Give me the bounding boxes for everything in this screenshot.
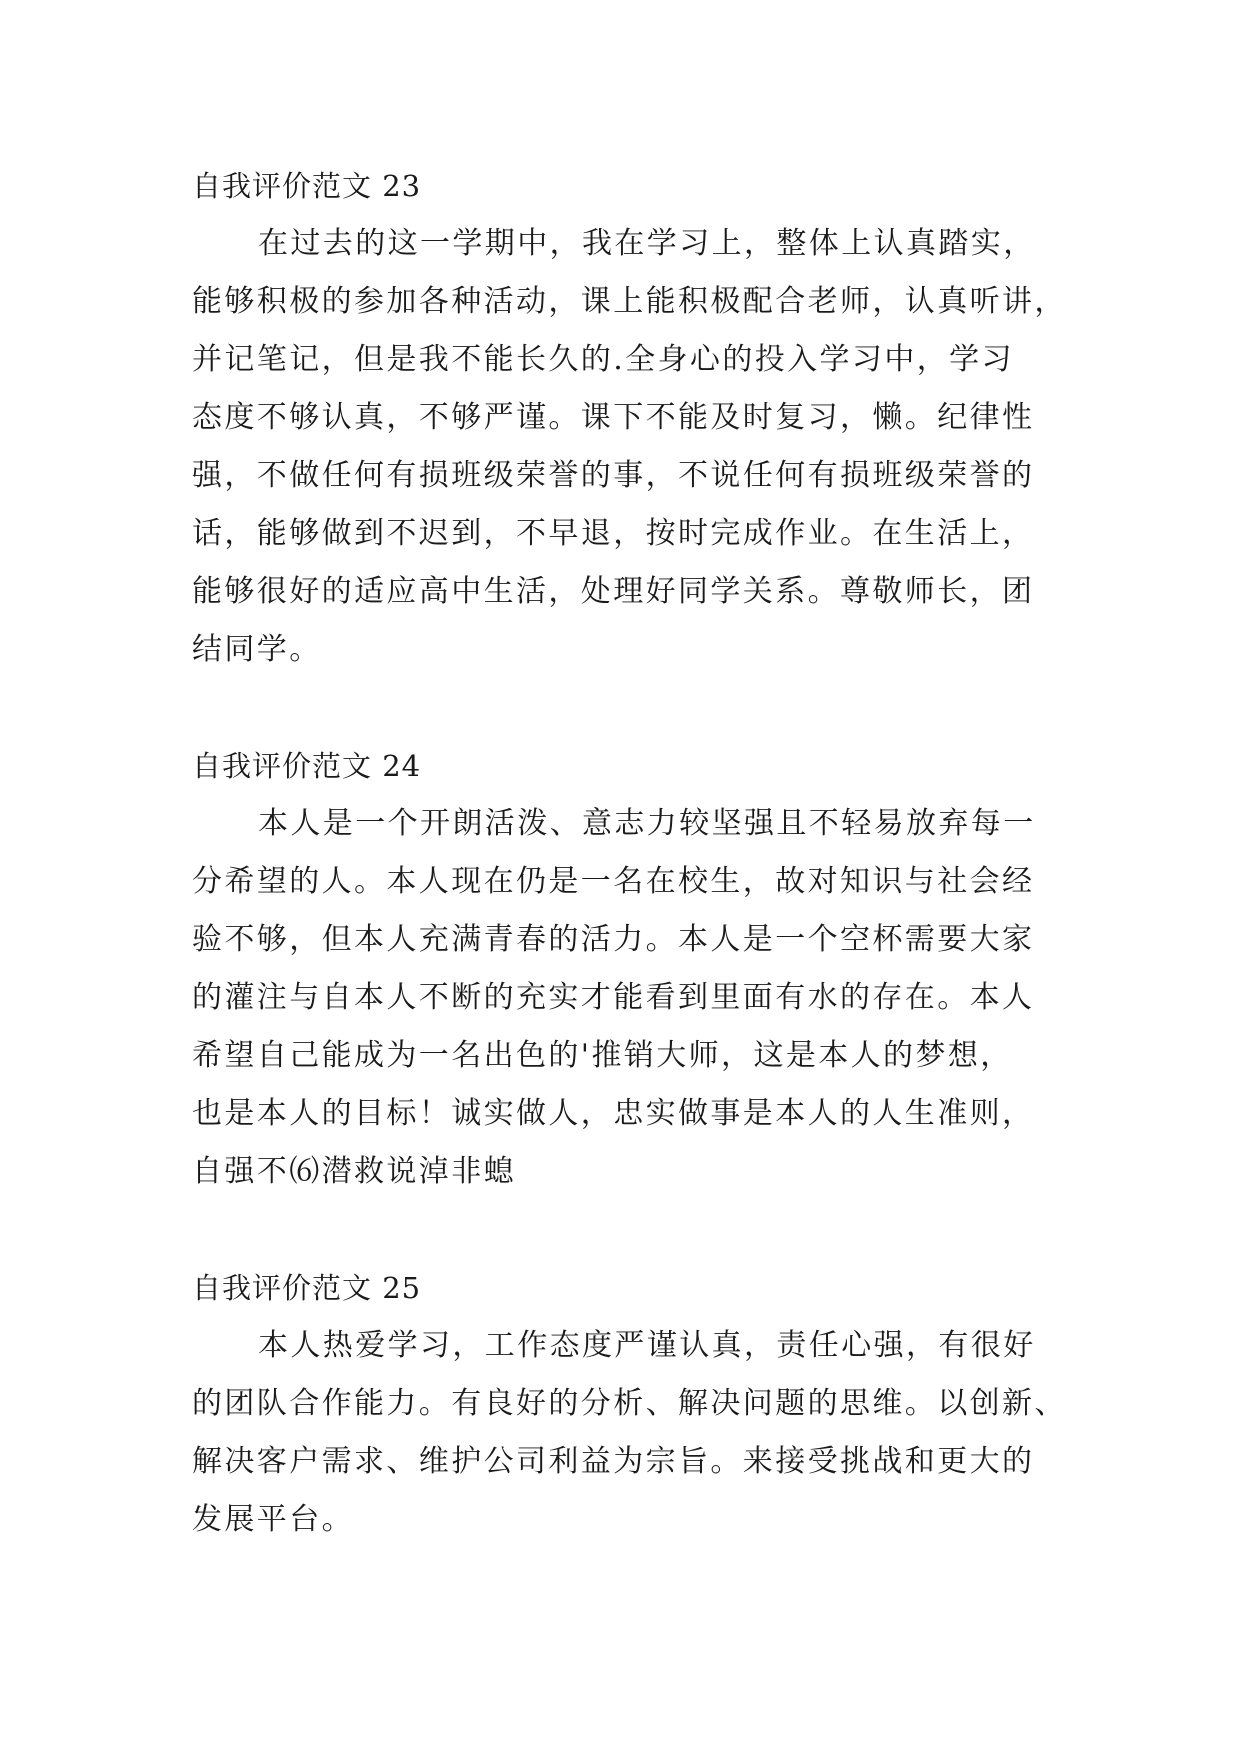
paragraph-line: 发展平台。 [192, 1502, 354, 1537]
section-heading: 自我评价范文 23 [192, 169, 422, 203]
paragraph-line: 并记笔记，但是我不能长久的.全身心的投入学习中，学习 [192, 342, 1014, 377]
paragraph-line: 能够很好的适应高中生活，处理好同学关系。尊敬师长，团 [192, 574, 1035, 609]
paragraph-line: 的灌注与自本人不断的充实才能看到里面有水的存在。本人 [192, 980, 1035, 1015]
paragraph-line: 验不够，但本人充满青春的活力。本人是一个空杯需要大家 [192, 922, 1035, 957]
paragraph-line: 解决客户需求、维护公司利益为宗旨。来接受挑战和更大的 [192, 1444, 1035, 1479]
paragraph-line: 希望自己能成为一名出色的'推销大师，这是本人的梦想， [192, 1038, 1013, 1073]
paragraph-line: 的团队合作能力。有良好的分析、解决问题的思维。以创新、 [192, 1386, 1067, 1421]
essay-section-24 [192, 737, 1062, 1201]
paragraph-line: 自强不⑹潜救说淖非螅 [192, 1154, 516, 1189]
paragraph-line: 也是本人的目标！诚实做人，忠实做事是本人的人生准则， [192, 1096, 1035, 1131]
paragraph-line: 强，不做任何有损班级荣誉的事，不说任何有损班级荣誉的 [192, 458, 1035, 493]
essay-section-23 [192, 157, 1067, 679]
section-heading: 自我评价范文 24 [192, 749, 422, 783]
section-heading: 自我评价范文 25 [192, 1271, 422, 1305]
paragraph-line: 能够积极的参加各种活动，课上能积极配合老师，认真听讲， [192, 284, 1067, 319]
paragraph-line: 结同学。 [192, 632, 322, 667]
paragraph-line: 在过去的这一学期中，我在学习上，整体上认真踏实， [258, 226, 1036, 261]
paragraph-line: 本人是一个开朗活泼、意志力较坚强且不轻易放弃每一 [258, 806, 1036, 841]
paragraph-line: 话，能够做到不迟到，不早退，按时完成作业。在生活上， [192, 516, 1035, 551]
paragraph-line: 态度不够认真，不够严谨。课下不能及时复习，懒。纪律性 [192, 400, 1035, 435]
essay-section-25 [192, 1259, 1067, 1549]
paragraph-line: 分希望的人。本人现在仍是一名在校生，故对知识与社会经 [192, 864, 1035, 899]
paragraph-line: 本人热爱学习，工作态度严谨认真，责任心强，有很好 [258, 1328, 1036, 1363]
